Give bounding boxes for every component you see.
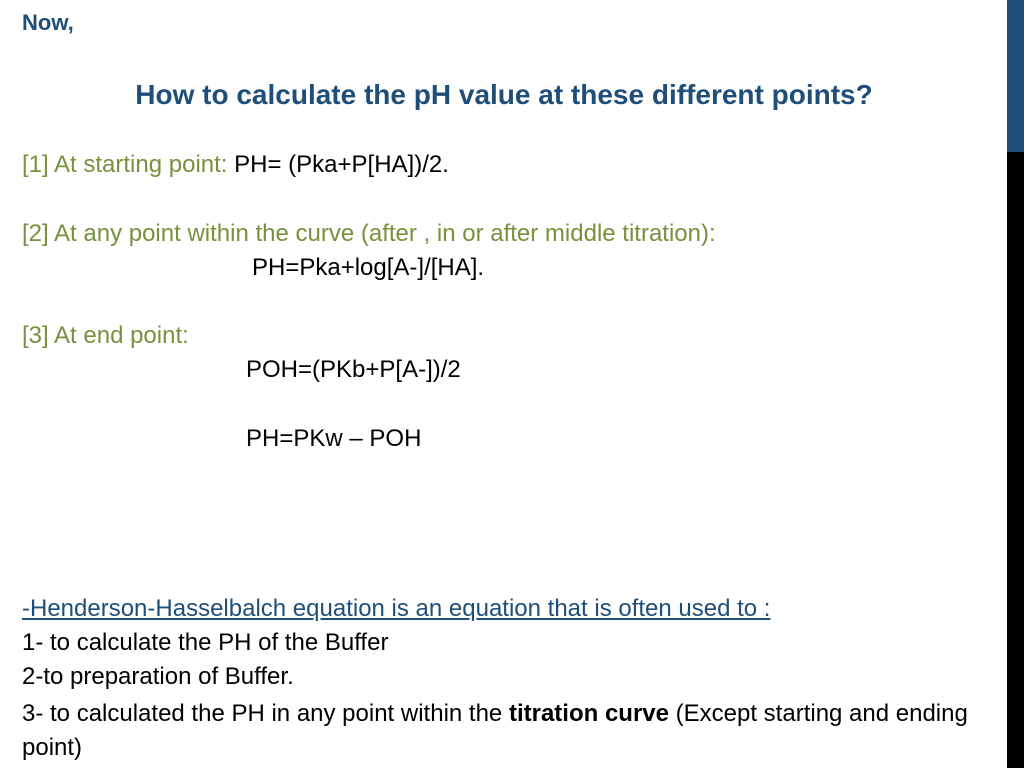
henderson-item-1: 1- to calculate the PH of the Buffer xyxy=(22,629,389,656)
henderson-item-3-prefix: 3- to calculated the PH in any point within the xyxy=(22,700,509,727)
henderson-item-3-bold: titration curve xyxy=(508,700,669,727)
point1-label: [1] At starting point: xyxy=(22,151,235,178)
slide-heading: How to calculate the pH value at these different points? xyxy=(135,79,873,110)
point3-label: [3] At end point: xyxy=(22,322,189,349)
intro-text: Now, xyxy=(22,10,74,35)
point3-formula-ph: PH=PKw – POH xyxy=(246,425,422,452)
slide-side-bar-accent xyxy=(1007,0,1024,152)
henderson-item-3-suffix: (Except starting and ending point) xyxy=(22,700,968,761)
point2-formula: PH=Pka+log[A-]/[HA]. xyxy=(252,254,485,281)
henderson-item-2: 2-to preparation of Buffer. xyxy=(22,663,294,690)
henderson-item-3 xyxy=(22,697,982,765)
point3-formula-poh: POH=(PKb+P[A-])/2 xyxy=(246,356,461,383)
slide-side-bar xyxy=(1007,0,1024,768)
henderson-title: -Henderson-Hasselbalch equation is an equation that is often used to : xyxy=(22,595,771,622)
point2-label: [2] At any point within the curve (after , in or after middle titration): xyxy=(22,220,716,247)
point1-formula: PH= (Pka+P[HA])/2. xyxy=(234,151,449,178)
point1-line xyxy=(22,150,449,180)
